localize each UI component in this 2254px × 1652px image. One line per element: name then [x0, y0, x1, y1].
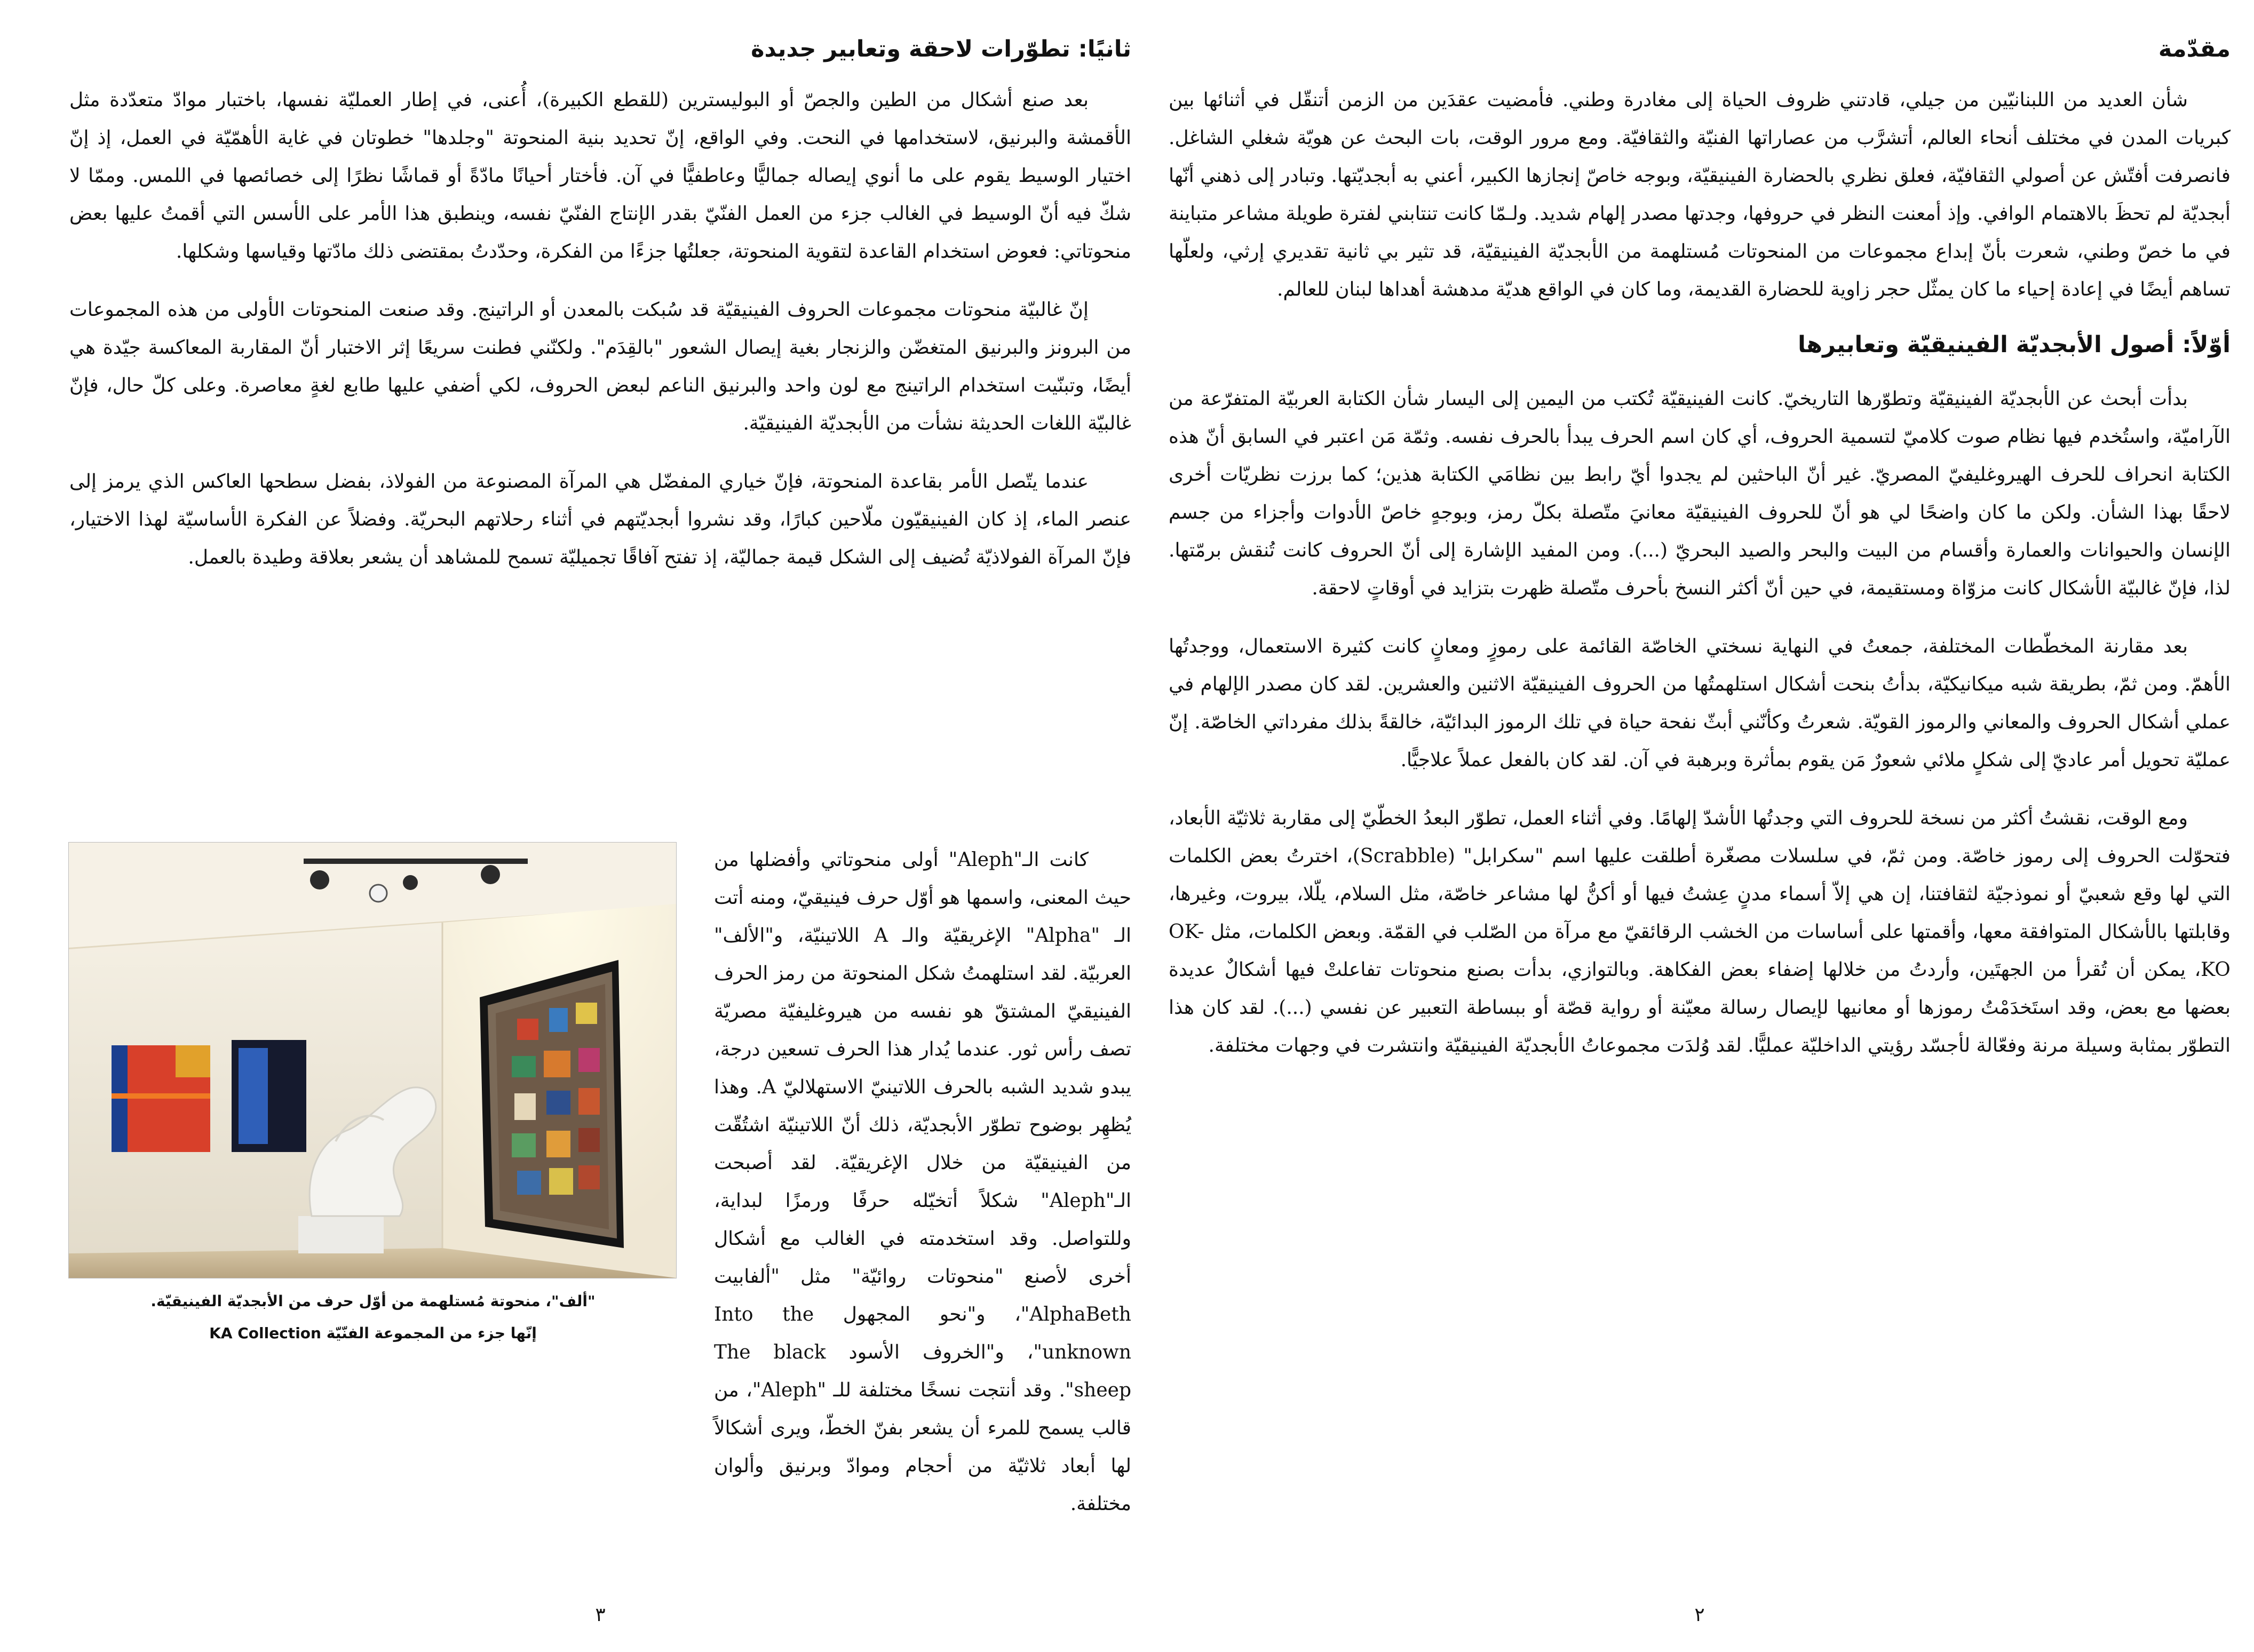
right-page — [1169, 0, 2231, 1652]
painting-blue-abstract — [232, 1040, 306, 1152]
painting-building-collage — [480, 960, 624, 1248]
section2-heading: ثانيًا: تطوّرات لاحقة وتعابير جديدة — [751, 36, 1131, 62]
page-number-right: ٢ — [1694, 1604, 1705, 1626]
section2-paragraph-1: بعد صنع أشكال من الطين والجصّ أو البوليسترين (للقطع الكبيرة)، أُعنى، في إطار العمليّة نفسها، باختبار موادّ متعدّدة مثل الأقمشة والبرنيق، لاستخدامها في النحت. وفي الواقع، إنّ تحديد بنية المنحوتة "وجلدها" خطوتان في غاية الأهمّيّة في العمل، إذ إنّ اختيار الوسيط يقوم على ما أنوي إيصاله جماليًّا وعاطفيًّا في آن. فأختار أحيانًا مادّةً أو قماشًا نظرًا إلى خصائصها في اللمس. وممّا لا شكّ فيه أنّ الوسيط في الغالب جزء من العمل الفنّيّ بقدر الإنتاج الفنّيّ نفسه، وينطبق هذا الأمر على الأسس التي أقمتُ عليها بعض منحوتاتي: فعوض استخدام القاعدة لتقوية المنحوتة، جعلتُها جزءًا من الفكرة، وحدّدتُ بمقتضى ذلك مادّتها وقياسها وشكلها. — [69, 89, 1131, 263]
gallery-photo — [68, 842, 677, 1278]
caption-line-2: إنّها جزء من المجموعة الفنّيّة KA Collection — [209, 1324, 537, 1342]
left-page — [69, 0, 1131, 1652]
intro-heading: مقدّمة — [2158, 36, 2231, 62]
section1-paragraph-2: بعد مقارنة المخطّطات المختلفة، جمعتُ في النهاية نسختي الخاصّة القائمة على رموزٍ ومعانٍ كانت كثيرة الاستعمال، ووجدتُها الأهمّ. ومن ثمّ، بطريقة شبه ميكانيكيّة، بدأتُ بنحت أشكال استلهمتُها من الحروف الفينيقيّة الاثنين والعشرين. لقد كان مصدر الإلهام في عملي أشكال الحروف والمعاني والرموز القويّة. شعرتُ وكأنّني أبثّ نفحة حياة في تلك الرموز البدائيّة، خالقةً بذلك مفرداتي الخاصّة. إنّ عمليّة تحويل أمر عاديّ إلى شكلٍ ملائي شعورٌ مَن يقوم بمأثرة وبرهبة في آن. لقد كان بالفعل عملاً علاجيًّا. — [1169, 636, 2231, 771]
section1-heading: أوّلاً: أصول الأبجديّة الفينيقيّة وتعابيرها — [1798, 331, 2231, 358]
left-page-content — [69, 33, 1131, 597]
aleph-paragraph: كانت الـ"Aleph" أولى منحوتاتي وأفضلها من حيث المعنى، واسمها هو أوّل حرف فينيقيّ، ومنه أتت الـ "Alpha" الإغريقيّة والـ A اللاتينيّة، و"الألف" العربيّة. لقد استلهمتُ شكل المنحوتة من رمز الحرف الفينيقيّ المشتقّ هو نفسه من هيروغليفيّة مصريّة تصف رأس ثور. عندما يُدار هذا الحرف تسعين درجة، يبدو شديد الشبه بالحرف اللاتينيّ الاستهلاليّ A. وهذا يُظهِر بوضوح تطوّر الأبجديّة، ذلك أنّ اللاتينيّة اشتُقّت من الفينيقيّة من خلال الإغريقيّة. لقد أصبحت الـ"Aleph" شكلاً أتخيّله حرفًا ورمزًا لبداية، وللتواصل. وقد استخدمته في الغالب مع أشكال أخرى لأصنع "منحوتات روائيّة" مثل "ألفابيت AlphaBeth"، و"نحو المجهول Into the unknown"، و"الخروف الأسود The black sheep". وقد أنتجت نسخًا مختلفة للـ "Aleph"، من قالب يسمح للمرء أن يشعر بفنّ الخطّ، ويرى أشكالاً لها أبعاد ثلاثيّة من أحجام وموادّ وبرنيق وألوان مختلفة. — [714, 849, 1132, 1515]
figure — [69, 842, 677, 1351]
page-number-left: ٣ — [595, 1604, 606, 1626]
section1-paragraph-1: بدأت أبحث عن الأبجديّة الفينيقيّة وتطوّرها التاريخيّ. كانت الفينيقيّة تُكتب من اليمين إلى اليسار شأن الكتابة العربيّة المتفرّعة من الآراميّة، واستُخدم فيها نظام صوت كلاميّ لتسمية الحروف، أي كان اسم الحرف يبدأ بالحرف نفسه. وثمّة مَن اعتبر في السابق أنّ هذه الكتابة انحراف للحرف الهيروغليفيّ المصريّ. غير أنّ الباحثين لم يجدوا أيّ رابط بين نظامَي الكتابة هذين؛ كما برزت نظريّات أخرى لاحقًا بهذا الشأن. ولكن ما كان واضحًا لي هو أنّ للحروف الفينيقيّة معانيَ متّصلة بكلّ رمز، وبوجهٍ خاصّ الأدوات وأجزاء من جسم الإنسان والحيوانات والعمارة وأقسام من البيت والبحر والصيد البحريّ (...). ومن المفيد الإشارة إلى أنّ الحروف كانت تُنقش برمّتها. لذا، فإنّ غالبيّة الأشكال كانت مزوّاة ومستقيمة، في حين أنّ أكثر النسخ بأحرف متّصلة ظهرت بتزايد في أوقاتٍ لاحقة. — [1169, 388, 2231, 599]
section2-paragraph-3: عندما يتّصل الأمر بقاعدة المنحوتة، فإنّ خياري المفضّل هي المرآة المصنوعة من الفولاذ، بفضل سطحها العاكس الذي يرمز إلى عنصر الماء، إذ كان الفينيقيّون ملّاحين كبارًا، وقد نشروا أبجديّتهم في أثناء رحلاتهم البحريّة. وفضلاً عن الفكرة الأساسيّة لهذا الاختيار، فإنّ المرآة الفولاذيّة تُضيف إلى الشكل قيمة جماليّة، إذ تفتح آفاقًا تجميليّة تسمح للمشاهد أن يشعر بعلاقة وطيدة بالعمل. — [69, 471, 1131, 568]
section2-paragraph-2: إنّ غالبيّة منحوتات مجموعات الحروف الفينيقيّة قد سُبكت بالمعدن أو الراتينج. وقد صنعت المنحوتات الأولى من هذه المجموعات من البرونز والبرنيق المتغضّن والزنجار بغية إيصال الشعور "بالقِدَم". ولكنّني فطنت سريعًا إثر الاختبار أنّ المقاربة المعاكسة جيّدة هي أيضًا، وتبنّيت استخدام الراتينج مع لون واحد والبرنيق الناعم لبعض الحروف، لكي أضفي عليها طابع لغةٍ معاصرة. وعلى كلّ حال، فإنّ غالبيّة اللغات الحديثة نشأت من الأبجديّة الفينيقيّة. — [69, 299, 1131, 434]
aleph-text-column — [714, 841, 1131, 1523]
right-page-content — [1169, 33, 2231, 1085]
section1-paragraph-3: ومع الوقت، نقشتُ أكثر من نسخة للحروف التي وجدتُها الأشدّ إلهامًا. وفي أثناء العمل، تطوّر البعدُ الخطّيّ إلى مقاربة ثلاثيّة الأبعاد، فتحوّلت الحروف إلى رموز خاصّة. ومن ثمّ، في سلسلات مصغّرة أطلقت عليها اسم "سكرابل" (Scrabble)، اخترتُ بعض الكلمات التي لها وقع شعبيّ أو نموذجيّة لثقافتنا، إن هي إلاّ أسماء مدنٍ عِشتُ فيها أو أكنُّ لها مشاعر خاصّة، مثل السلام، يلّلا، بيروت، وغيرها، وقابلتها بالأشكال المتوافقة معها، وأقمتها على أساسات من الخشب الرقائقيّ مع مرآة من الصّلب في القمّة. وبعض الكلمات، مثل OK-KO، يمكن أن تُقرأ من الجهتَين، وأردتُ من خلالها إضفاء بعض الفكاهة. وبالتوازي، بدأت بصنع منحوتات تفاعلتْ فيها أشكالٌ عديدة بعضها مع بعض، وقد استَخدَمْتُ رموزها أو معانيها لإيصال رسالة معيّنة أو رواية قصّة أو ببساطة التعبير عن نفسي (...). لقد كان هذا التطوّر بمثابة وسيلة مرنة وفعّالة لأجسّد رؤيتي الداخليّة عمليًّا. لقد وُلدَت مجموعاتُ الأبجديّة الفينيقيّة وانتشرت في وجهات مختلفة. — [1169, 807, 2231, 1057]
intro-paragraph: شأن العديد من اللبنانيّين من جيلي، قادتني ظروف الحياة إلى مغادرة وطني. فأمضيت عقدَين من الزمن أتنقّل في أثنائها بين كبريات المدن في مختلف أنحاء العالم، أتشرَّب من عصاراتها الفنيّة والثقافيّة. ومع مرور الوقت، بات البحث عن هويّة شغلي الشاغل. فانصرفت أفتّش عن أصولي الثقافيّة، فعلق نظري بالحضارة الفينيقيّة، وبوجه خاصّ إنجازها الكبير، أعني به أبجديّتها. وتبادر إلى ذهني أنّها أبجديّة لم تحظَ بالاهتمام الوافي. وإذ أمعنت النظر في حروفها، وجدتها مصدر إلهام شديد. ولـمّا كانت تنتابني لفترة طويلة مشاعر متباينة في ما خصّ وطني، شعرت بأنّ إبداع مجموعات من المنحوتات مُستلهمة من الأبجديّة الفينيقيّة، قد تثير بي ثانية تقديري إرثي، ولعلّها تساهم أيضًا في إعادة إحياء ما كان يمثّل حجر زاوية للحضارة القديمة، وما كان في الواقع هديّة مدهشة أهداها لبنان للعالم. — [1169, 89, 2231, 300]
caption-line-1: "ألف"، منحوتة مُستلهمة من أوّل حرف من الأبجديّة الفينيقيّة. — [150, 1292, 596, 1310]
painting-red-abstract — [112, 1045, 210, 1152]
gallery-photo-drawing — [69, 843, 676, 1278]
